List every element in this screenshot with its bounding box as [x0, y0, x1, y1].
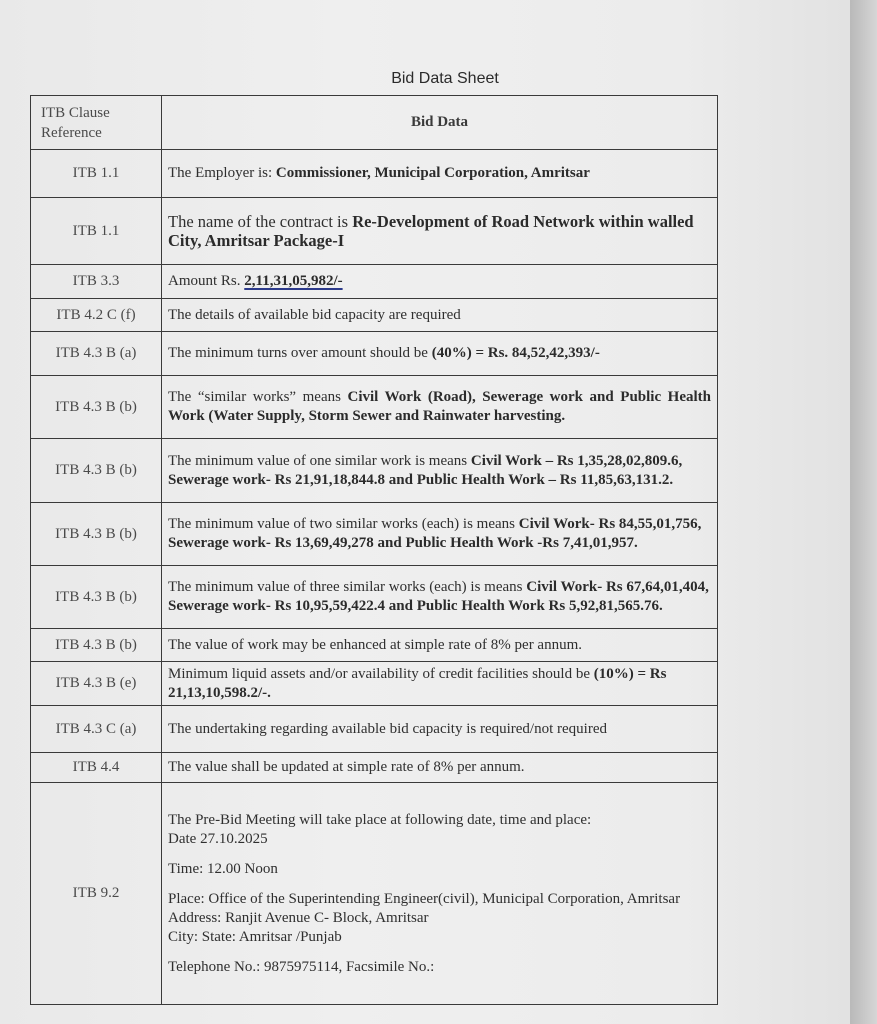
bid-data-cell: The details of available bid capacity are required — [162, 299, 718, 332]
bid-data-table — [30, 95, 718, 1005]
clause-ref: ITB 9.2 — [31, 783, 162, 1005]
clause-ref: ITB 4.3 B (b) — [31, 629, 162, 662]
cell-text: The “similar works” means — [168, 389, 348, 405]
table-header-row — [31, 96, 718, 150]
clause-ref: ITB 4.2 C (f) — [31, 299, 162, 332]
cell-text: Minimum liquid assets and/or availability of credit facilities should be — [168, 665, 594, 682]
cell-text: The minimum turns over amount should be — [168, 345, 432, 361]
clause-ref: ITB 4.3 C (a) — [31, 706, 162, 753]
bid-data-cell — [162, 439, 718, 503]
paper-edge — [850, 0, 877, 1024]
table-row — [31, 439, 718, 503]
table-row — [31, 706, 718, 753]
clause-ref: ITB 4.3 B (e) — [31, 662, 162, 706]
bid-data-cell — [162, 376, 718, 439]
clause-ref: ITB 4.3 B (b) — [31, 376, 162, 439]
clause-ref: ITB 3.3 — [31, 265, 162, 299]
bid-data-cell — [162, 150, 718, 198]
header-data: Bid Data — [162, 96, 718, 150]
table-row — [31, 503, 718, 566]
cell-bold-text: (10%) = Rs 21,13,10,598.2/-. — [168, 665, 667, 701]
prebid-intro: The Pre-Bid Meeting will take place at following date, time and place: — [168, 811, 592, 828]
bid-data-cell — [162, 662, 718, 706]
amount-value: 2,11,31,05,982/- — [244, 273, 343, 289]
cell-bold-text: (40%) = Rs. 84,52,42,393/- — [431, 345, 600, 361]
bid-data-cell: The undertaking regarding available bid capacity is required/not required — [162, 706, 718, 753]
bid-data-cell: The value of work may be enhanced at simple rate of 8% per annum. — [162, 629, 718, 662]
table-row — [31, 629, 718, 662]
header-ref: ITB Clause Reference — [31, 96, 162, 150]
cell-bold-text: Re-Development of Road Network within walled City, Amritsar Package-I — [168, 212, 694, 250]
bid-data-cell — [162, 332, 718, 376]
prebid-time: Time: 12.00 Noon — [168, 860, 278, 877]
cell-text: Amount Rs. — [168, 273, 245, 289]
prebid-details-cell — [162, 783, 718, 1005]
clause-ref: ITB 4.3 B (a) — [31, 332, 162, 376]
clause-ref: ITB 4.4 — [31, 753, 162, 783]
table-row — [31, 299, 718, 332]
cell-bold-text: Civil Work (Road), Sewerage work and Public Health Work (Water Supply, Storm Sewer and Rainwater harvesting. — [168, 389, 712, 424]
cell-bold-text: Civil Work – Rs 1,35,28,02,809.6, Sewerage work- Rs 21,91,18,844.8 and Public Health Work – Rs 11,85,63,131.2. — [168, 452, 683, 488]
table-row — [31, 753, 718, 783]
prebid-place: Place: Office of the Superintending Engineer(civil), Municipal Corporation, Amritsar — [168, 890, 681, 907]
bid-data-cell — [162, 566, 718, 629]
table-row — [31, 376, 718, 439]
prebid-city: City: State: Amritsar /Punjab — [168, 928, 342, 945]
clause-ref: ITB 1.1 — [31, 198, 162, 265]
table-row-prebid — [31, 783, 718, 1005]
sheet-title: Bid Data Sheet — [391, 70, 499, 87]
cell-text: The minimum value of three similar works (each) is means — [168, 579, 527, 595]
table-row — [31, 198, 718, 265]
bid-data-cell — [162, 265, 718, 299]
table-row — [31, 566, 718, 629]
table-row — [31, 150, 718, 198]
table-row — [31, 265, 718, 299]
cell-bold-text: Civil Work- Rs 84,55,01,756, Sewerage work- Rs 13,69,49,278 and Public Health Work -Rs 7,41,01,957. — [168, 516, 702, 551]
cell-text: The minimum value of one similar work is means — [168, 452, 471, 469]
bid-data-cell: The value shall be updated at simple rate of 8% per annum. — [162, 753, 718, 783]
prebid-date: Date 27.10.2025 — [168, 830, 268, 847]
cell-bold-text: Commissioner, Municipal Corporation, Amritsar — [275, 165, 590, 181]
cell-text: The name of the contract is — [168, 212, 353, 231]
prebid-telephone: Telephone No.: 9875975114, Facsimile No.: — [168, 958, 435, 975]
clause-ref: ITB 4.3 B (b) — [31, 566, 162, 629]
cell-bold-text: Civil Work- Rs 67,64,01,404, Sewerage work- Rs 10,95,59,422.4 and Public Health Work Rs 5,92,81,565.76. — [168, 579, 709, 614]
clause-ref: ITB 4.3 B (b) — [31, 439, 162, 503]
table-row — [31, 662, 718, 706]
clause-ref: ITB 1.1 — [31, 150, 162, 198]
cell-text: The Employer is: — [168, 165, 276, 181]
clause-ref: ITB 4.3 B (b) — [31, 503, 162, 566]
cell-text: The minimum value of two similar works (each) is means — [168, 516, 519, 532]
bid-data-cell — [162, 198, 718, 265]
prebid-address: Address: Ranjit Avenue C- Block, Amritsar — [168, 909, 429, 926]
table-row — [31, 332, 718, 376]
bid-data-cell — [162, 503, 718, 566]
